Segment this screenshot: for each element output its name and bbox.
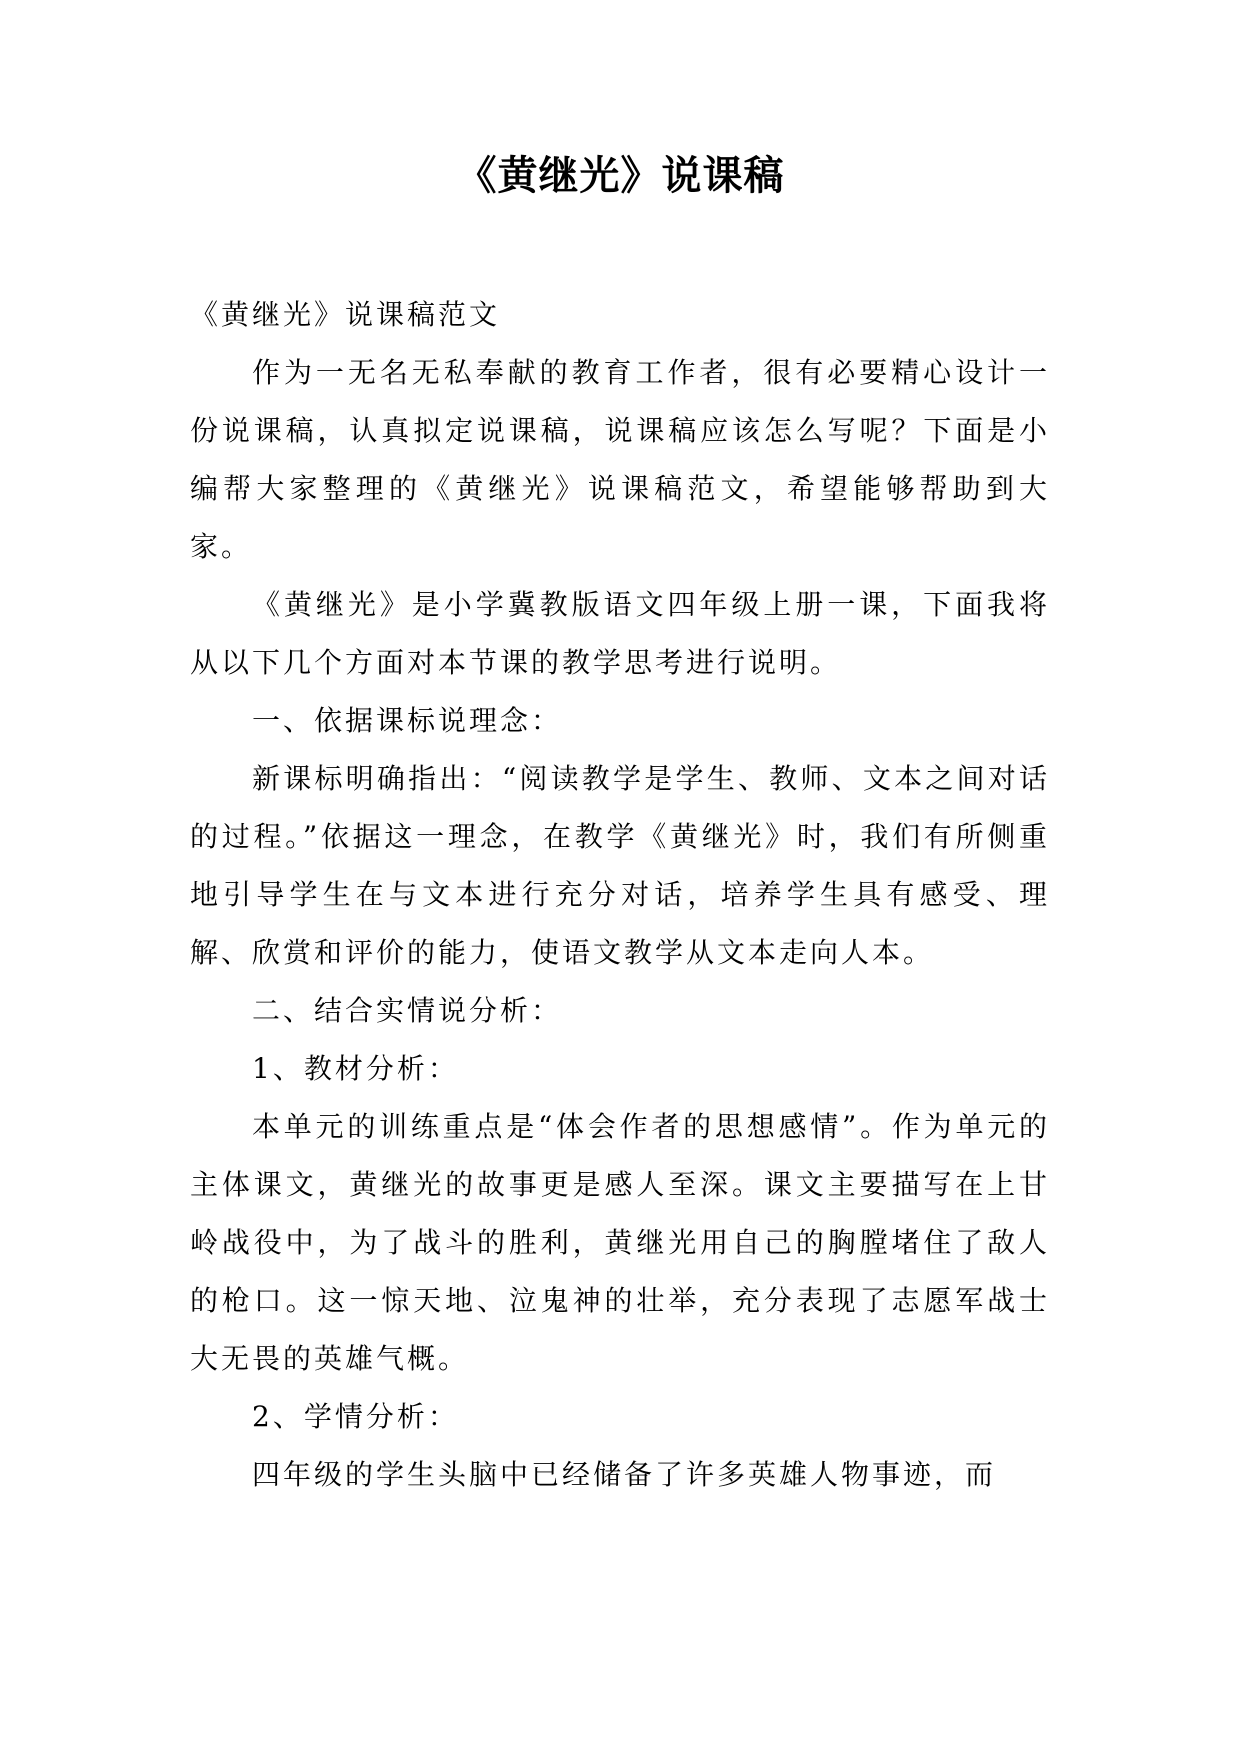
- document-title: 《黄继光》说课稿: [456, 153, 785, 199]
- subheading-material-analysis: 1、教材分析：: [252, 1052, 459, 1085]
- document-body: [190, 286, 1050, 1504]
- overview-paragraph: 《黄继光》是小学冀教版语文四年级上册一课，下面我将从以下几个方面对本节课的教学思考进行说明。: [190, 588, 1050, 679]
- section-heading-analysis: 二、结合实情说分析：: [252, 994, 563, 1027]
- student-analysis-paragraph: 四年级的学生头脑中已经储备了许多英雄人物事迹，而: [252, 1458, 997, 1491]
- material-analysis-paragraph: 本单元的训练重点是“体会作者的思想感情”。作为单元的主体课文，黄继光的故事更是感人至深。课文主要描写在上甘岭战役中，为了战斗的胜利，黄继光用自己的胸膛堵住了敌人的枪口。这一惊天地、泣鬼神的壮举，充分表现了志愿军战士大无畏的英雄气概。: [190, 1110, 1050, 1375]
- subtitle-paragraph: 《黄继光》说课稿范文: [190, 298, 501, 331]
- section-heading-concept: 一、依据课标说理念：: [252, 704, 563, 737]
- subheading-student-analysis: 2、学情分析：: [252, 1400, 459, 1433]
- intro-paragraph: 作为一无名无私奉献的教育工作者，很有必要精心设计一份说课稿，认真拟定说课稿，说课稿应该怎么写呢？下面是小编帮大家整理的《黄继光》说课稿范文，希望能够帮助到大家。: [190, 356, 1050, 563]
- concept-paragraph: 新课标明确指出：“阅读教学是学生、教师、文本之间对话的过程。”依据这一理念，在教学《黄继光》时，我们有所侧重地引导学生在与文本进行充分对话，培养学生具有感受、理解、欣赏和评价的能力，使语文教学从文本走向人本。: [190, 762, 1050, 969]
